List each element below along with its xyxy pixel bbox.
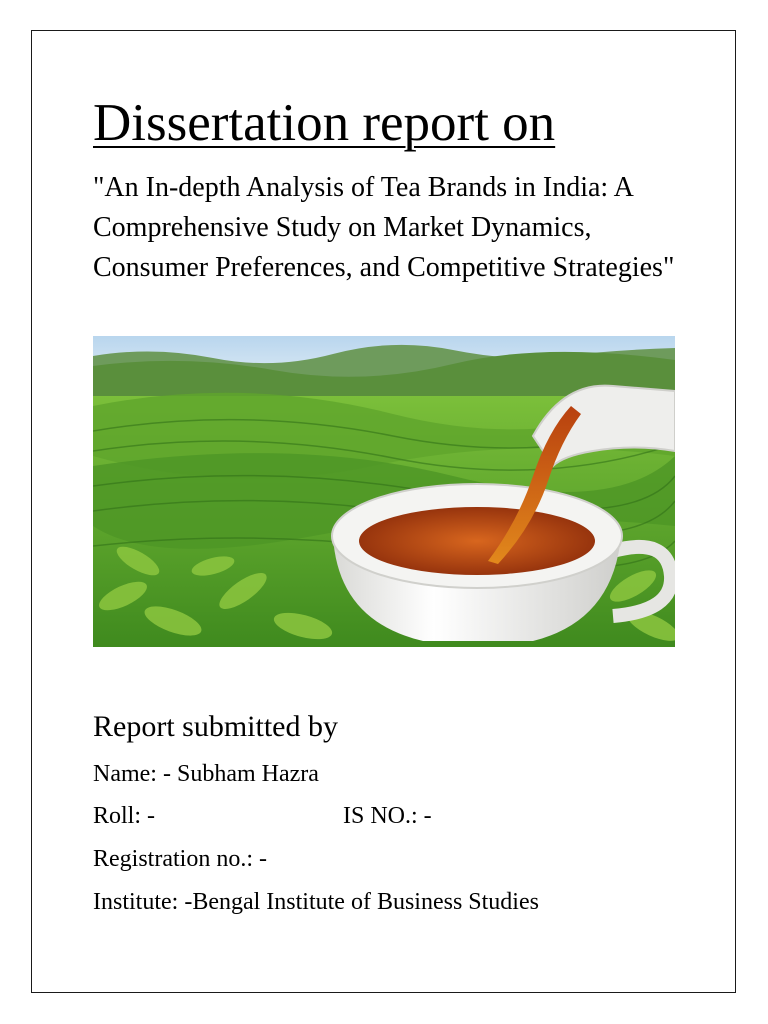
institute-name: Institute: -Bengal Institute of Business Studies xyxy=(93,889,539,915)
tea-surface xyxy=(359,507,595,575)
tea-plantation-cup-photo xyxy=(93,336,675,647)
page-title: Dissertation report on xyxy=(93,94,556,152)
student-name: Name: - Subham Hazra xyxy=(93,761,319,787)
report-subtitle: "An In-depth Analysis of Tea Brands in India: A Comprehensive Study on Market Dynamics, Consumer Preferences, and Competitive Strategies" xyxy=(93,172,675,283)
cover-photo xyxy=(93,336,675,647)
roll-number: Roll: - xyxy=(93,803,156,829)
registration-number: Registration no.: - xyxy=(93,846,267,872)
submitted-by-heading: Report submitted by xyxy=(93,710,338,743)
is-number: IS NO.: - xyxy=(343,803,432,829)
